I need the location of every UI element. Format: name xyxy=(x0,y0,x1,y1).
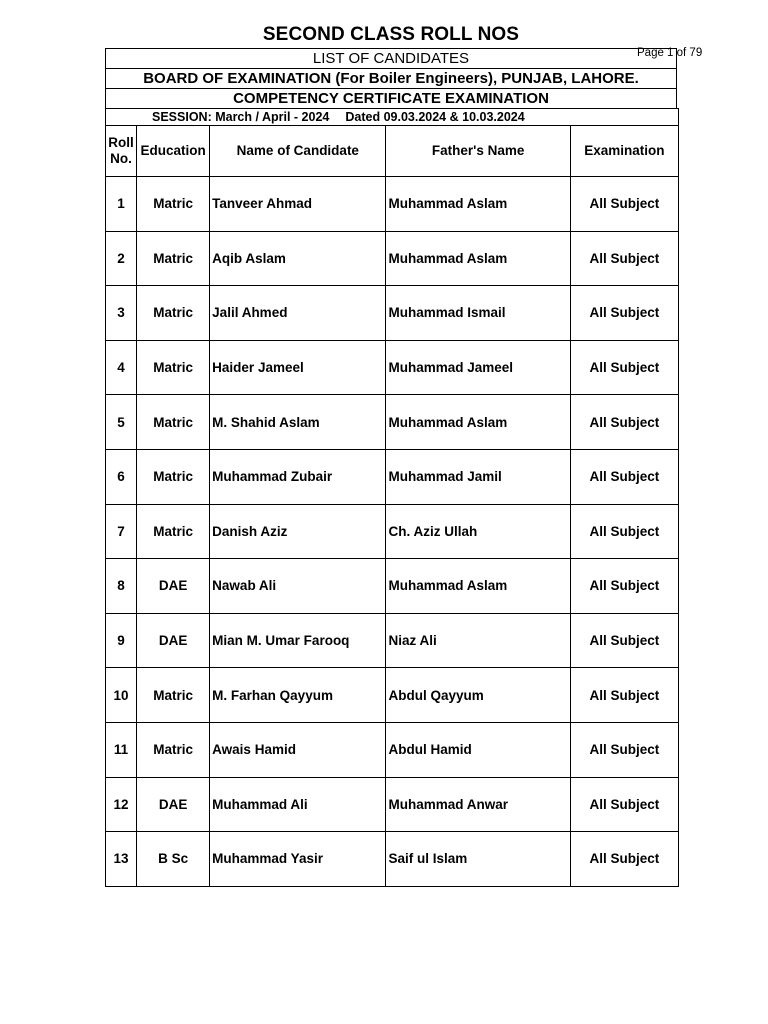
cell-examination: All Subject xyxy=(570,777,678,832)
cell-education: Matric xyxy=(137,340,210,395)
cell-examination: All Subject xyxy=(570,286,678,341)
board-heading: BOARD OF EXAMINATION (For Boiler Engineers), PUNJAB, LAHORE. xyxy=(105,68,677,88)
cell-examination: All Subject xyxy=(570,449,678,504)
table-row xyxy=(106,668,679,723)
session-dates: Dated 09.03.2024 & 10.03.2024 xyxy=(345,110,525,124)
cell-education: Matric xyxy=(137,668,210,723)
cell-roll-no: 13 xyxy=(106,832,137,887)
cell-examination: All Subject xyxy=(570,832,678,887)
cell-roll-no: 1 xyxy=(106,177,137,232)
cell-father-name: Muhammad Aslam xyxy=(386,177,570,232)
cell-roll-no: 3 xyxy=(106,286,137,341)
cell-candidate-name: M. Farhan Qayyum xyxy=(210,668,386,723)
cell-candidate-name: Awais Hamid xyxy=(210,722,386,777)
cell-roll-no: 7 xyxy=(106,504,137,559)
cell-candidate-name: Muhammad Ali xyxy=(210,777,386,832)
cell-education: Matric xyxy=(137,449,210,504)
cell-candidate-name: Tanveer Ahmad xyxy=(210,177,386,232)
cell-father-name: Ch. Aziz Ullah xyxy=(386,504,570,559)
column-header-father: Father's Name xyxy=(386,126,570,177)
roll-header-line2: No. xyxy=(110,151,132,166)
document-title: SECOND CLASS ROLL NOS xyxy=(262,24,520,45)
cell-father-name: Muhammad Ismail xyxy=(386,286,570,341)
cell-education: DAE xyxy=(137,559,210,614)
cell-education: Matric xyxy=(137,395,210,450)
cell-education: Matric xyxy=(137,286,210,341)
table-row xyxy=(106,504,679,559)
cell-father-name: Muhammad Jameel xyxy=(386,340,570,395)
cell-candidate-name: Danish Aziz xyxy=(210,504,386,559)
table-row xyxy=(106,177,679,232)
cell-candidate-name: Jalil Ahmed xyxy=(210,286,386,341)
cell-examination: All Subject xyxy=(570,504,678,559)
cell-examination: All Subject xyxy=(570,559,678,614)
exam-heading: COMPETENCY CERTIFICATE EXAMINATION xyxy=(105,88,677,108)
cell-father-name: Saif ul Islam xyxy=(386,832,570,887)
cell-father-name: Muhammad Aslam xyxy=(386,559,570,614)
cell-examination: All Subject xyxy=(570,395,678,450)
column-header-education: Education xyxy=(137,126,210,177)
cell-father-name: Muhammad Aslam xyxy=(386,395,570,450)
cell-father-name: Niaz Ali xyxy=(386,613,570,668)
table-row xyxy=(106,559,679,614)
cell-candidate-name: Muhammad Zubair xyxy=(210,449,386,504)
table-row xyxy=(106,722,679,777)
cell-examination: All Subject xyxy=(570,231,678,286)
cell-candidate-name: Mian M. Umar Farooq xyxy=(210,613,386,668)
cell-candidate-name: Haider Jameel xyxy=(210,340,386,395)
cell-roll-no: 11 xyxy=(106,722,137,777)
page-indicator: Page 1 of 79 xyxy=(637,47,703,59)
cell-candidate-name: Nawab Ali xyxy=(210,559,386,614)
cell-candidate-name: Aqib Aslam xyxy=(210,231,386,286)
cell-examination: All Subject xyxy=(570,340,678,395)
cell-father-name: Abdul Hamid xyxy=(386,722,570,777)
cell-education: Matric xyxy=(137,177,210,232)
table-row xyxy=(106,395,679,450)
column-header-roll xyxy=(106,126,137,177)
cell-roll-no: 10 xyxy=(106,668,137,723)
table-row xyxy=(106,613,679,668)
table-header-row xyxy=(106,126,679,177)
candidates-table xyxy=(105,125,679,887)
table-row xyxy=(106,340,679,395)
cell-education: Matric xyxy=(137,722,210,777)
cell-father-name: Muhammad Anwar xyxy=(386,777,570,832)
cell-roll-no: 2 xyxy=(106,231,137,286)
cell-father-name: Abdul Qayyum xyxy=(386,668,570,723)
cell-roll-no: 4 xyxy=(106,340,137,395)
table-row xyxy=(106,449,679,504)
cell-examination: All Subject xyxy=(570,668,678,723)
table-row xyxy=(106,286,679,341)
cell-roll-no: 8 xyxy=(106,559,137,614)
roll-header-line1: Roll xyxy=(108,135,134,150)
roll-sheet xyxy=(105,48,677,887)
table-row xyxy=(106,777,679,832)
cell-education: DAE xyxy=(137,613,210,668)
cell-roll-no: 12 xyxy=(106,777,137,832)
cell-education: Matric xyxy=(137,504,210,559)
column-header-examination: Examination xyxy=(570,126,678,177)
cell-father-name: Muhammad Jamil xyxy=(386,449,570,504)
cell-candidate-name: M. Shahid Aslam xyxy=(210,395,386,450)
table-row xyxy=(106,231,679,286)
session-text: SESSION: March / April - 2024 xyxy=(152,110,330,124)
column-header-name: Name of Candidate xyxy=(210,126,386,177)
cell-education: Matric xyxy=(137,231,210,286)
cell-examination: All Subject xyxy=(570,722,678,777)
list-heading: LIST OF CANDIDATES xyxy=(105,48,677,68)
cell-education: DAE xyxy=(137,777,210,832)
cell-father-name: Muhammad Aslam xyxy=(386,231,570,286)
cell-education: B Sc xyxy=(137,832,210,887)
session-line xyxy=(105,108,679,125)
cell-examination: All Subject xyxy=(570,613,678,668)
table-row xyxy=(106,832,679,887)
cell-roll-no: 5 xyxy=(106,395,137,450)
cell-roll-no: 6 xyxy=(106,449,137,504)
cell-candidate-name: Muhammad Yasir xyxy=(210,832,386,887)
cell-examination: All Subject xyxy=(570,177,678,232)
cell-roll-no: 9 xyxy=(106,613,137,668)
